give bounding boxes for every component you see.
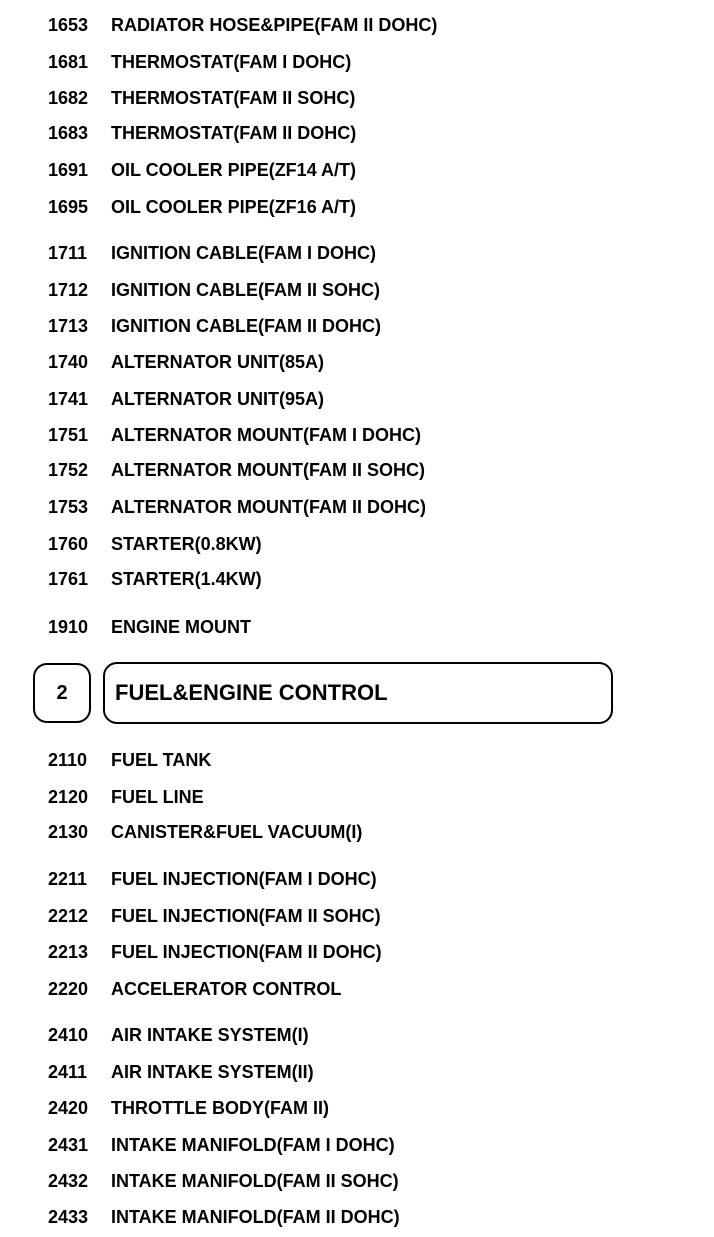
part-label: STARTER(0.8KW) xyxy=(111,534,262,554)
part-label: OIL COOLER PIPE(ZF16 A/T) xyxy=(111,197,357,217)
part-code: 1740 xyxy=(48,352,89,372)
part-code: 1682 xyxy=(48,88,89,108)
part-code: 1761 xyxy=(48,569,89,589)
part-label: THROTTLE BODY(FAM II) xyxy=(111,1098,329,1118)
part-code: 2120 xyxy=(48,787,89,807)
part-code: 2433 xyxy=(48,1207,89,1227)
part-label: CANISTER&FUEL VACUUM(I) xyxy=(111,822,363,842)
part-label: AIR INTAKE SYSTEM(II) xyxy=(111,1062,314,1082)
part-label: FUEL INJECTION(FAM II SOHC) xyxy=(111,906,381,926)
part-label: IGNITION CABLE(FAM II DOHC) xyxy=(111,316,381,336)
part-label: INTAKE MANIFOLD(FAM I DOHC) xyxy=(111,1135,395,1155)
part-code: 1751 xyxy=(48,425,89,445)
part-label: IGNITION CABLE(FAM II SOHC) xyxy=(111,280,380,300)
part-code: 2130 xyxy=(48,822,89,842)
part-code: 1711 xyxy=(48,243,88,263)
part-code: 2213 xyxy=(48,942,89,962)
part-label: ALTERNATOR UNIT(95A) xyxy=(111,389,324,409)
section-title-box xyxy=(103,662,613,724)
part-label: FUEL INJECTION(FAM II DOHC) xyxy=(111,942,382,962)
part-label: RADIATOR HOSE&PIPE(FAM II DOHC) xyxy=(111,15,438,35)
part-code: 1681 xyxy=(48,52,89,72)
part-label: FUEL TANK xyxy=(111,750,212,770)
part-code: 1683 xyxy=(48,123,89,143)
part-label: INTAKE MANIFOLD(FAM II DOHC) xyxy=(111,1207,400,1227)
part-code: 2212 xyxy=(48,906,89,926)
part-code: 2432 xyxy=(48,1171,89,1191)
part-code: 2220 xyxy=(48,979,89,999)
section-number-box xyxy=(33,663,91,723)
part-code: 1752 xyxy=(48,460,89,480)
part-label: ALTERNATOR UNIT(85A) xyxy=(111,352,324,372)
part-code: 1712 xyxy=(48,280,89,300)
part-label: ALTERNATOR MOUNT(FAM II SOHC) xyxy=(111,460,425,480)
part-code: 1691 xyxy=(48,160,89,180)
part-code: 2411 xyxy=(48,1062,88,1082)
part-label: FUEL INJECTION(FAM I DOHC) xyxy=(111,869,377,889)
part-label: INTAKE MANIFOLD(FAM II SOHC) xyxy=(111,1171,399,1191)
part-code: 1713 xyxy=(48,316,89,336)
part-label: AIR INTAKE SYSTEM(I) xyxy=(111,1025,309,1045)
part-code: 2110 xyxy=(48,750,88,770)
part-code: 1760 xyxy=(48,534,89,554)
part-label: STARTER(1.4KW) xyxy=(111,569,262,589)
part-label: THERMOSTAT(FAM I DOHC) xyxy=(111,52,352,72)
part-code: 2420 xyxy=(48,1098,89,1118)
part-label: ALTERNATOR MOUNT(FAM I DOHC) xyxy=(111,425,421,445)
part-code: 1741 xyxy=(48,389,89,409)
part-label: IGNITION CABLE(FAM I DOHC) xyxy=(111,243,376,263)
part-code: 1653 xyxy=(48,15,89,35)
part-code: 1753 xyxy=(48,497,89,517)
part-code: 2211 xyxy=(48,869,88,889)
part-code: 2431 xyxy=(48,1135,89,1155)
part-code: 1695 xyxy=(48,197,89,217)
part-label: ENGINE MOUNT xyxy=(111,617,252,637)
part-code: 2410 xyxy=(48,1025,89,1045)
part-label: OIL COOLER PIPE(ZF14 A/T) xyxy=(111,160,357,180)
part-label: ALTERNATOR MOUNT(FAM II DOHC) xyxy=(111,497,426,517)
section-number: 2 xyxy=(56,681,68,704)
part-code: 1910 xyxy=(48,617,89,637)
section-title: FUEL&ENGINE CONTROL xyxy=(115,680,388,705)
part-label: ACCELERATOR CONTROL xyxy=(111,979,342,999)
part-label: THERMOSTAT(FAM II DOHC) xyxy=(111,123,357,143)
part-label: FUEL LINE xyxy=(111,787,204,807)
part-label: THERMOSTAT(FAM II SOHC) xyxy=(111,88,356,108)
